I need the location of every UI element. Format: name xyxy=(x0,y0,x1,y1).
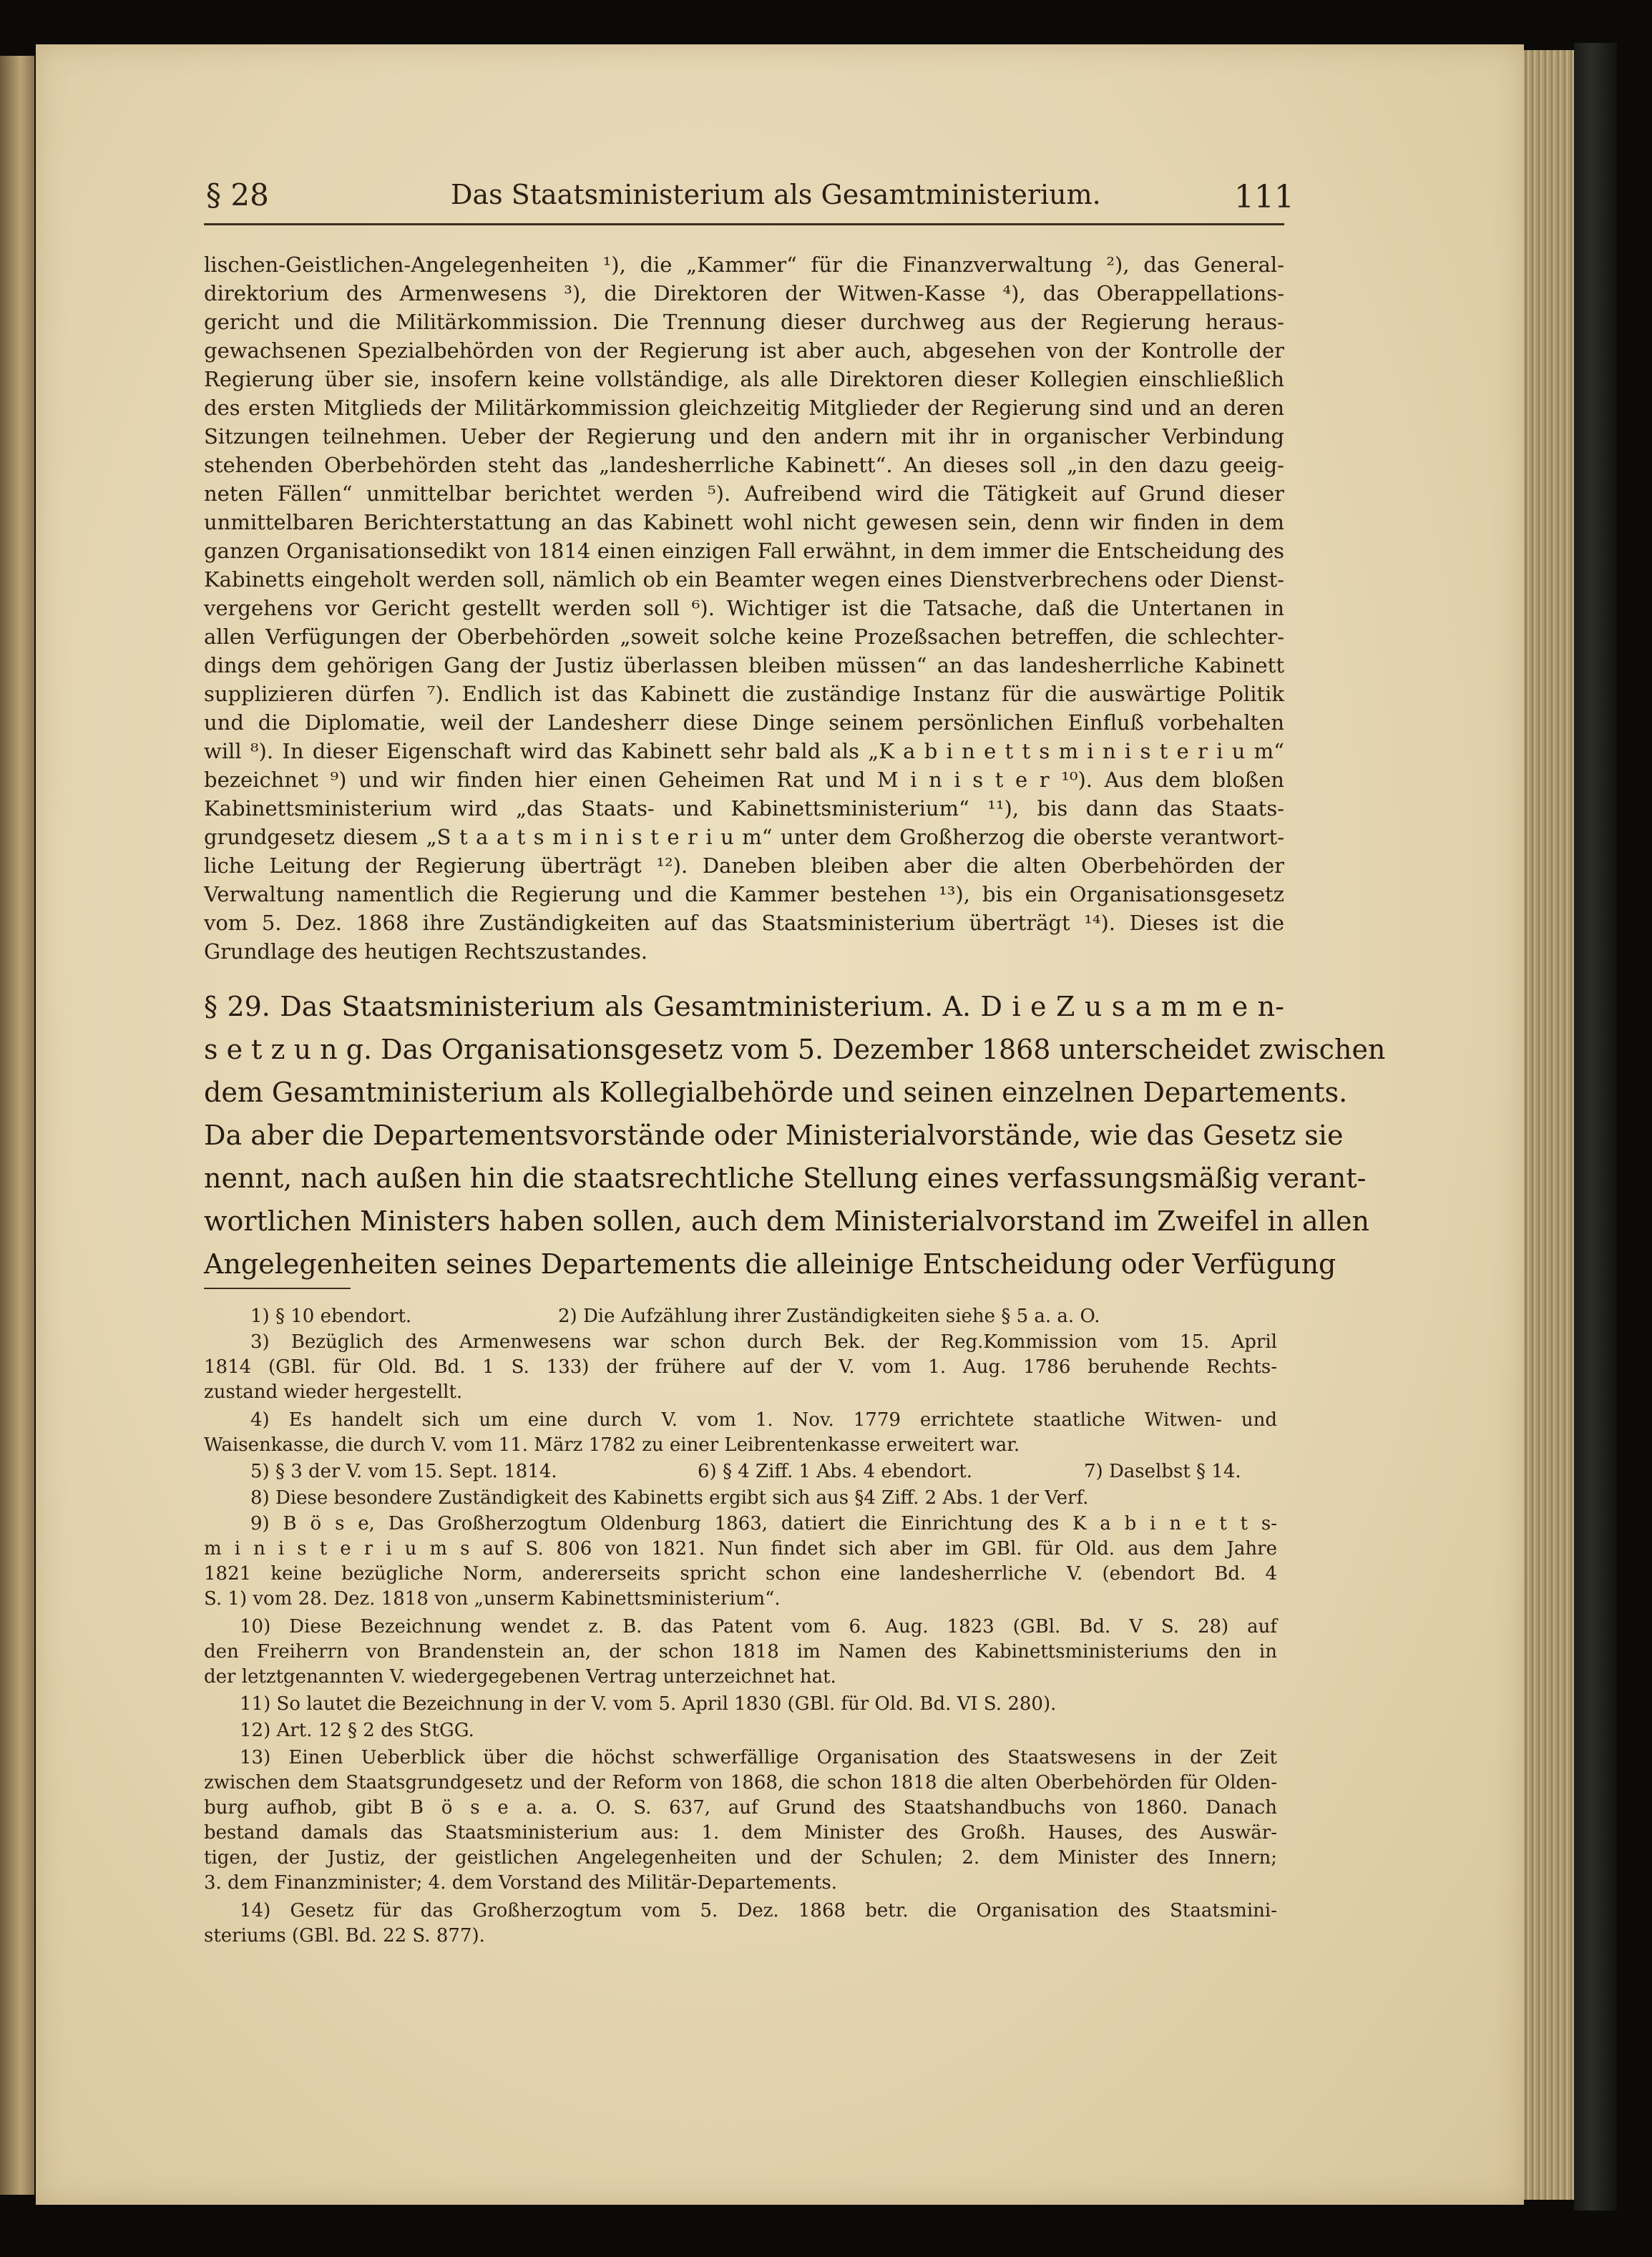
footnote-9: m i n i s t e r i u m s auf S. 806 von 1821. Nun findet sich aber im GBl. für Old. aus dem Jahre xyxy=(204,1538,1277,1560)
footnote-12: 12) Art. 12 § 2 des StGG. xyxy=(240,1720,474,1741)
section-heading-line: § 29. Das Staatsministerium als Gesamtministerium. A. D i e Z u s a m m e n- xyxy=(204,991,1284,1022)
footnote-13: 3. dem Finanzminister; 4. dem Vorstand des Militär-Departements. xyxy=(204,1872,838,1894)
body-line: dings dem gehörigen Gang der Justiz überlassen bleiben müssen“ an das landesherrliche Kabinett xyxy=(204,653,1284,677)
footnote-10: 10) Diese Bezeichnung wendet z. B. das Patent vom 6. Aug. 1823 (GBl. Bd. V S. 28) auf xyxy=(240,1616,1277,1637)
footnote-9: 9) B ö s e, Das Großherzogtum Oldenburg 1863, datiert die Einrichtung des K a b i n e t t s- xyxy=(250,1513,1277,1534)
body-line: neten Fällen“ unmittelbar berichtet werden ⁵). Aufreibend wird die Tätigkeit auf Grund dieser xyxy=(204,481,1284,506)
body-line: Kabinetts eingeholt werden soll, nämlich ob ein Beamter wegen eines Dienstverbrechens oder Dienst- xyxy=(204,567,1284,592)
body-line: Verwaltung namentlich die Regierung und die Kammer bestehen ¹³), bis ein Organisationsgesetz xyxy=(204,882,1284,906)
footnote-10: der letztgenannten V. wiedergegebenen Vertrag unterzeichnet hat. xyxy=(204,1666,836,1688)
body-line: Grundlage des heutigen Rechtszustandes. xyxy=(204,939,648,964)
body-line: gericht und die Militärkommission. Die Trennung dieser durchweg aus der Regierung heraus- xyxy=(204,310,1284,334)
footnote-4: Waisenkasse, die durch V. vom 11. März 1782 zu einer Leibrentenkasse erweitert war. xyxy=(204,1434,1020,1456)
section-line: s e t z u n g. Das Organisationsgesetz vom 5. Dezember 1868 unterscheidet zwischen xyxy=(204,1034,1386,1065)
book-binding xyxy=(1574,43,1617,2211)
body-line: lischen-Geistlichen-Angelegenheiten ¹), die „Kammer“ für die Finanzverwaltung ²), das General- xyxy=(204,253,1284,277)
footnote-7: 7) Daselbst § 14. xyxy=(1084,1461,1241,1482)
section-line: Angelegenheiten seines Departements die alleinige Entscheidung oder Verfügung xyxy=(204,1248,1336,1280)
body-line: und die Diplomatie, weil der Landesherr diese Dinge seinem persönlichen Einfluß vorbehalten xyxy=(204,710,1284,735)
footnote-11: 11) So lautet die Bezeichnung in der V. vom 5. April 1830 (GBl. für Old. Bd. VI S. 280). xyxy=(240,1693,1057,1715)
section-line: Da aber die Departementsvorstände oder Ministerialvorstände, wie das Gesetz sie xyxy=(204,1120,1344,1151)
page-stack-edges xyxy=(1524,50,1574,2200)
body-line: stehenden Oberbehörden steht das „landesherrliche Kabinett“. An dieses soll „in den dazu geeig- xyxy=(204,453,1284,477)
body-line: Kabinettsministerium wird „das Staats- und Kabinettsministerium“ ¹¹), bis dann das Staats- xyxy=(204,796,1284,821)
page-number: 111 xyxy=(1234,179,1294,215)
footnote-1: 1) § 10 ebendort. xyxy=(250,1306,412,1327)
body-line: unmittelbaren Berichterstattung an das Kabinett wohl nicht gewesen sein, denn wir finden in dem xyxy=(204,510,1284,534)
body-line: allen Verfügungen der Oberbehörden „soweit solche keine Prozeßsachen betreffen, die schlechter- xyxy=(204,625,1284,649)
footnote-5: 5) § 3 der V. vom 15. Sept. 1814. xyxy=(250,1461,557,1482)
header-rule xyxy=(204,223,1284,225)
footnote-14: 14) Gesetz für das Großherzogtum vom 5. Dez. 1868 betr. die Organisation des Staatsmini- xyxy=(240,1900,1277,1921)
body-line: supplizieren dürfen ⁷). Endlich ist das Kabinett die zuständige Instanz für die auswärtige Politik xyxy=(204,682,1284,706)
body-line: will ⁸). In dieser Eigenschaft wird das Kabinett sehr bald als „K a b i n e t t s m i n i s t e r i u m“ xyxy=(204,739,1284,763)
footnote-10: den Freiherrn von Brandenstein an, der schon 1818 im Namen des Kabinettsministeriums den in xyxy=(204,1641,1277,1663)
body-line: Regierung über sie, insofern keine vollständige, als alle Direktoren dieser Kollegien einschließlich xyxy=(204,367,1284,391)
running-header-section: § 28 xyxy=(206,177,269,212)
section-line: wortlichen Ministers haben sollen, auch dem Ministerialvorstand im Zweifel in allen xyxy=(204,1205,1369,1237)
body-line: des ersten Mitglieds der Militärkommission gleichzeitig Mitglieder der Regierung sind und an deren xyxy=(204,396,1284,420)
footnote-6: 6) § 4 Ziff. 1 Abs. 4 ebendort. xyxy=(698,1461,972,1482)
body-line: liche Leitung der Regierung überträgt ¹²). Daneben bleiben aber die alten Oberbehörden der xyxy=(204,853,1284,878)
body-line: grundgesetz diesem „S t a a t s m i n i s t e r i u m“ unter dem Großherzog die oberste verantwort- xyxy=(204,825,1284,849)
body-line: vergehens vor Gericht gestellt werden soll ⁶). Wichtiger ist die Tatsache, daß die Untertanen in xyxy=(204,596,1284,620)
footnote-9: 1821 keine bezügliche Norm, andererseits spricht schon eine landesherrliche V. (ebendort Bd. 4 xyxy=(204,1563,1277,1585)
running-header-title: Das Staatsministerium als Gesamtministerium. xyxy=(451,179,1101,210)
body-line: direktorium des Armenwesens ³), die Direktoren der Witwen-Kasse ⁴), das Oberappellations- xyxy=(204,281,1284,305)
footnote-3: zustand wieder hergestellt. xyxy=(204,1381,463,1403)
footnote-13: tigen, der Justiz, der geistlichen Angelegenheiten und der Schulen; 2. dem Minister des Innern; xyxy=(204,1847,1277,1869)
footnote-9: S. 1) vom 28. Dez. 1818 von „unserm Kabinettsministerium“. xyxy=(204,1588,781,1610)
body-line: gewachsenen Spezialbehörden von der Regierung ist aber auch, abgesehen von der Kontrolle der xyxy=(204,338,1284,363)
footnote-3: 1814 (GBl. für Old. Bd. 1 S. 133) der frühere auf der V. vom 1. Aug. 1786 beruhende Rechts- xyxy=(204,1356,1277,1378)
footnote-13: 13) Einen Ueberblick über die höchst schwerfällige Organisation des Staatswesens in der Zeit xyxy=(240,1747,1277,1768)
footnote-3: 3) Bezüglich des Armenwesens war schon durch Bek. der Reg.Kommission vom 15. April xyxy=(250,1331,1277,1353)
footnote-13: zwischen dem Staatsgrundgesetz und der Reform von 1868, die schon 1818 die alten Oberbehörden für Olden- xyxy=(204,1772,1277,1793)
body-line: Sitzungen teilnehmen. Ueber der Regierung und den andern mit ihr in organischer Verbindung xyxy=(204,424,1284,449)
footnote-8: 8) Diese besondere Zuständigkeit des Kabinetts ergibt sich aus §4 Ziff. 2 Abs. 1 der Verf. xyxy=(250,1487,1089,1509)
body-line: vom 5. Dez. 1868 ihre Zuständigkeiten auf das Staatsministerium überträgt ¹⁴). Dieses ist die xyxy=(204,911,1284,935)
footnote-rule xyxy=(204,1288,351,1289)
section-line: dem Gesamtministerium als Kollegialbehörde und seinen einzelnen Departements. xyxy=(204,1077,1348,1108)
body-line: bezeichnet ⁹) und wir finden hier einen Geheimen Rat und M i n i s t e r ¹⁰). Aus dem bloßen xyxy=(204,768,1284,792)
footnote-14: steriums (GBl. Bd. 22 S. 877). xyxy=(204,1925,485,1947)
footnote-13: burg aufhob, gibt B ö s e a. a. O. S. 637, auf Grund des Staatshandbuchs von 1860. Danach xyxy=(204,1797,1277,1818)
body-line: ganzen Organisationsedikt von 1814 einen einzigen Fall erwähnt, in dem immer die Entscheidung des xyxy=(204,539,1284,563)
previous-page-edge xyxy=(0,56,34,2195)
footnote-4: 4) Es handelt sich um eine durch V. vom 1. Nov. 1779 errichtete staatliche Witwen- und xyxy=(250,1409,1277,1431)
section-line: nennt, nach außen hin die staatsrechtliche Stellung eines verfassungsmäßig verant- xyxy=(204,1162,1367,1194)
footnote-13: bestand damals das Staatsministerium aus: 1. dem Minister des Großh. Hauses, des Auswär- xyxy=(204,1822,1277,1844)
footnote-2: 2) Die Aufzählung ihrer Zuständigkeiten siehe § 5 a. a. O. xyxy=(558,1306,1100,1327)
